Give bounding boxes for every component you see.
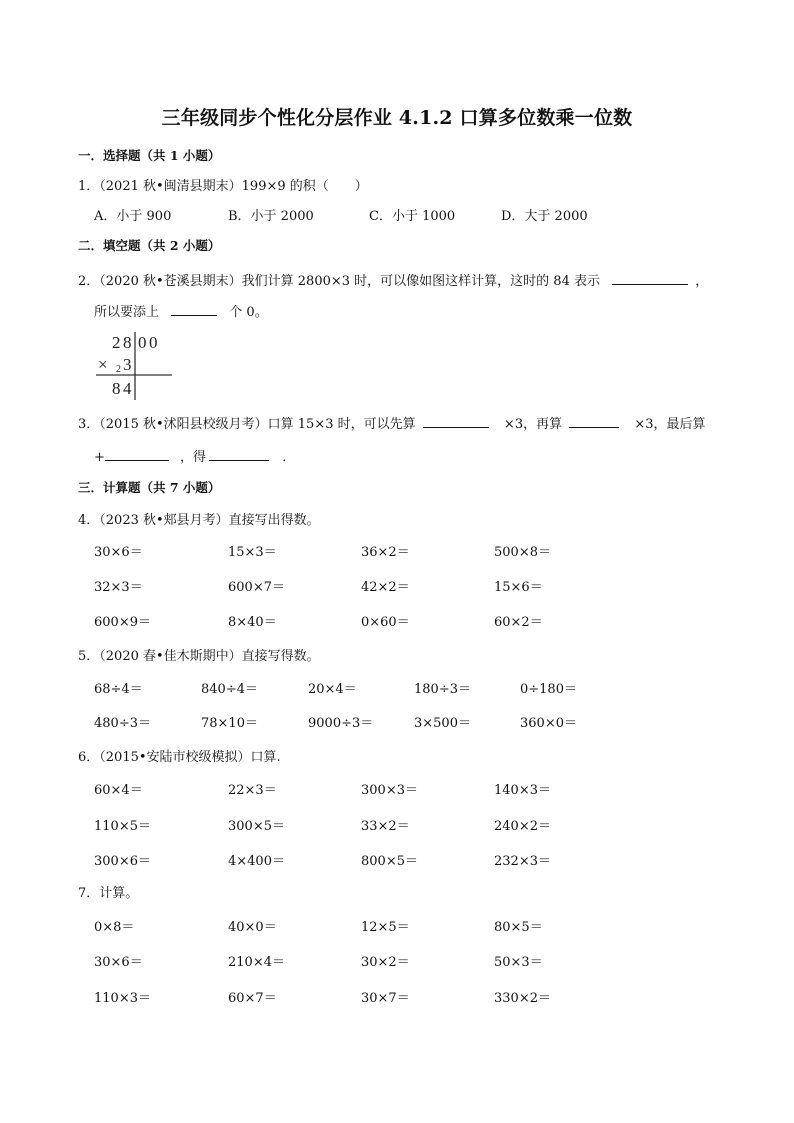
- calc-item: 300×6＝: [94, 854, 151, 869]
- calc-item: 20×4＝: [308, 682, 357, 697]
- question-3-stem-3: ×3，最后算: [634, 417, 706, 432]
- calc-item: 330×2＝: [494, 991, 551, 1006]
- calc-item: 210×4＝: [228, 955, 285, 970]
- question-1-text: 1．（2021 秋•闽清县期末）199×9 的积（ ）: [78, 179, 368, 194]
- calc-item: 500×8＝: [494, 545, 551, 560]
- question-3-stem: 3．（2015 秋•沭阳县校级月考）口算 15×3 时，可以先算: [78, 417, 416, 432]
- calc-item: 600×9＝: [94, 615, 151, 630]
- calc-item: 840÷4＝: [201, 682, 258, 697]
- answer-blank[interactable]: [105, 446, 169, 461]
- calc-item: 110×5＝: [94, 819, 151, 834]
- figure-digit: 4: [123, 379, 132, 398]
- question-3-stem-2: ×3，再算: [503, 417, 563, 432]
- calc-item: 600×7＝: [228, 580, 285, 595]
- calc-item: 0×60＝: [361, 615, 410, 630]
- calc-item: 68÷4＝: [94, 682, 143, 697]
- answer-blank[interactable]: [612, 270, 688, 285]
- calc-item: 22×3＝: [228, 783, 277, 798]
- calc-item: 360×0＝: [520, 716, 577, 731]
- calc-item: 140×3＝: [494, 783, 551, 798]
- vertical-multiplication-figure: [92, 328, 178, 402]
- question-2-line-2: [94, 301, 268, 320]
- calc-item: 33×2＝: [361, 819, 410, 834]
- calc-item: 110×3＝: [94, 991, 151, 1006]
- answer-blank[interactable]: [171, 301, 217, 316]
- question-3-plus: +: [94, 450, 105, 465]
- calc-item: 50×3＝: [494, 955, 543, 970]
- question-3-line-1: [78, 413, 706, 432]
- figure-digit: 0: [138, 333, 147, 352]
- answer-blank[interactable]: [569, 413, 619, 428]
- question-3-stem-4: ，得: [180, 450, 207, 465]
- option-c[interactable]: C．小于 1000: [369, 209, 456, 224]
- question-2-stem-2: 所以要添上: [94, 305, 160, 320]
- question-4-text: 4．（2023 秋•郏县月考）直接写出得数。: [78, 513, 320, 528]
- calc-item: 3×500＝: [414, 716, 471, 731]
- question-5-text: 5．（2020 春•佳木斯期中）直接写得数。: [78, 649, 320, 664]
- option-b[interactable]: B．小于 2000: [228, 209, 314, 224]
- option-a[interactable]: A．小于 900: [94, 209, 172, 224]
- question-3-period: ．: [282, 450, 296, 465]
- calc-item: 480÷3＝: [94, 716, 151, 731]
- calc-item: 30×7＝: [361, 991, 410, 1006]
- calc-item: 42×2＝: [361, 580, 410, 595]
- figure-times-sign: ×: [98, 355, 108, 374]
- question-2-line-1: [78, 270, 708, 289]
- figure-digit: 8: [123, 333, 132, 352]
- answer-blank[interactable]: [423, 413, 489, 428]
- calc-item: 300×3＝: [361, 783, 418, 798]
- calc-item: 60×2＝: [494, 615, 543, 630]
- section-heading-choice: 一．选择题（共 1 小题）: [78, 148, 221, 163]
- calc-item: 800×5＝: [361, 854, 418, 869]
- calc-item: 32×3＝: [94, 580, 143, 595]
- calc-item: 78×10＝: [201, 716, 258, 731]
- option-d[interactable]: D．大于 2000: [501, 209, 588, 224]
- question-3-line-2: [94, 446, 295, 465]
- calc-item: 12×5＝: [361, 920, 410, 935]
- calc-item: 60×7＝: [228, 991, 277, 1006]
- question-2-stem: 2．（2020 秋•苍溪县期末）我们计算 2800×3 时，可以像如图这样计算，这时的 84 表示: [78, 274, 600, 289]
- calc-item: 180÷3＝: [414, 682, 471, 697]
- calc-item: 232×3＝: [494, 854, 551, 869]
- calc-item: 0÷180＝: [520, 682, 577, 697]
- calc-item: 30×6＝: [94, 955, 143, 970]
- calc-item: 30×6＝: [94, 545, 143, 560]
- calc-item: 9000÷3＝: [308, 716, 374, 731]
- question-7-text: 7．计算。: [78, 886, 139, 901]
- question-6-text: 6．（2015•安陆市校级模拟）口算.: [78, 750, 281, 765]
- calc-item: 15×3＝: [228, 545, 277, 560]
- calc-item: 0×8＝: [94, 920, 135, 935]
- calc-item: 4×400＝: [228, 854, 285, 869]
- answer-blank[interactable]: [209, 446, 269, 461]
- calc-item: 80×5＝: [494, 920, 543, 935]
- figure-digit: 2: [112, 333, 121, 352]
- calc-item: 15×6＝: [494, 580, 543, 595]
- figure-carry: 2: [116, 364, 121, 375]
- calc-item: 36×2＝: [361, 545, 410, 560]
- figure-multiplier: 3: [123, 355, 132, 374]
- section-heading-fill: 二．填空题（共 2 小题）: [78, 238, 221, 253]
- calc-item: 240×2＝: [494, 819, 551, 834]
- figure-digit: 0: [149, 333, 158, 352]
- calc-item: 60×4＝: [94, 783, 143, 798]
- question-2-stem-3: 个 0。: [229, 305, 268, 320]
- calc-item: 8×40＝: [228, 615, 277, 630]
- calc-item: 30×2＝: [361, 955, 410, 970]
- section-heading-calc: 三．计算题（共 7 小题）: [78, 480, 221, 495]
- calc-item: 40×0＝: [228, 920, 277, 935]
- question-2-comma: ，: [695, 274, 709, 289]
- figure-digit: 8: [112, 379, 121, 398]
- calc-item: 300×5＝: [228, 819, 285, 834]
- page-title: 三年级同步个性化分层作业 4.1.2 口算多位数乘一位数: [161, 107, 633, 129]
